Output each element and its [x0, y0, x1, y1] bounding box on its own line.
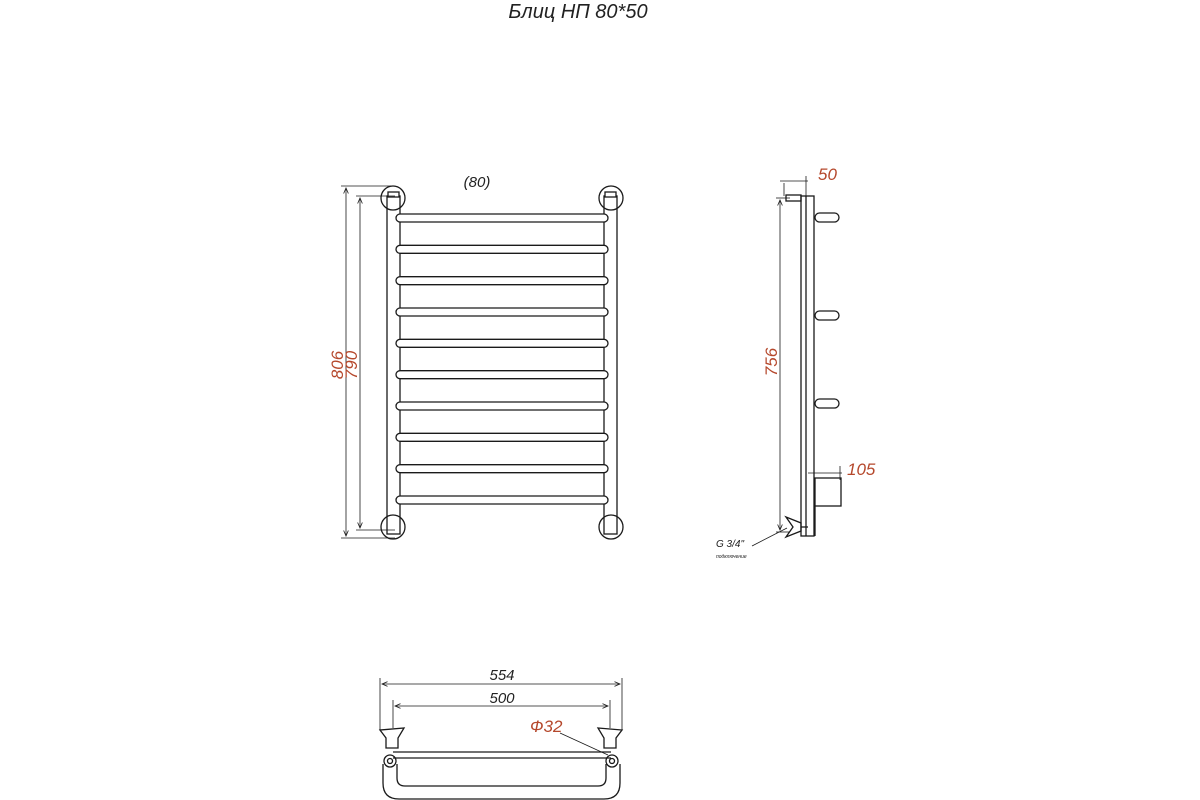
front-rungs	[396, 214, 608, 504]
side-mount-lower	[815, 399, 839, 408]
front-cap-bottom-left	[381, 515, 405, 539]
front-cap-top-right	[599, 186, 623, 210]
side-mount-top	[815, 213, 839, 222]
top-u-bar-inner	[397, 764, 606, 786]
top-view	[380, 728, 622, 799]
top-connector-left	[384, 755, 396, 767]
front-rung	[396, 339, 608, 347]
front-rung	[396, 245, 608, 253]
dim-790-label: 790	[342, 350, 361, 380]
dim-500-label: 500	[489, 690, 515, 707]
top-connector-right	[606, 755, 618, 767]
side-view	[786, 195, 841, 537]
side-collector	[801, 196, 814, 536]
front-rung	[396, 308, 608, 316]
front-view	[381, 186, 623, 539]
diameter-label: Ф32	[530, 717, 563, 736]
front-rung	[396, 433, 608, 441]
side-valve	[786, 517, 801, 537]
top-u-bar-outer	[383, 764, 620, 799]
front-rung	[396, 214, 608, 222]
top-bracket-left	[380, 728, 404, 748]
front-cap-bottom-right	[599, 515, 623, 539]
dim-756-label: 756	[762, 347, 781, 377]
front-rung	[396, 465, 608, 473]
front-rung	[396, 496, 608, 504]
side-connector-block	[815, 478, 841, 506]
dim-50-label: 50	[818, 165, 837, 184]
side-mount-middle	[815, 311, 839, 320]
front-rung	[396, 277, 608, 285]
dim-554-label: 554	[489, 667, 515, 684]
front-rung	[396, 402, 608, 410]
front-top-label: (80)	[463, 174, 491, 191]
dim-806-label: 806	[328, 350, 347, 380]
thread-label: G 3/4"	[716, 539, 745, 550]
front-cap-top-left	[381, 186, 405, 210]
thread-note: подключение	[716, 554, 747, 560]
top-bracket-right	[598, 728, 622, 748]
dim-105-label: 105	[847, 460, 876, 479]
thread-leader	[752, 528, 787, 546]
drawing-title: Блиц НП 80*50	[508, 1, 648, 23]
front-rung	[396, 371, 608, 379]
